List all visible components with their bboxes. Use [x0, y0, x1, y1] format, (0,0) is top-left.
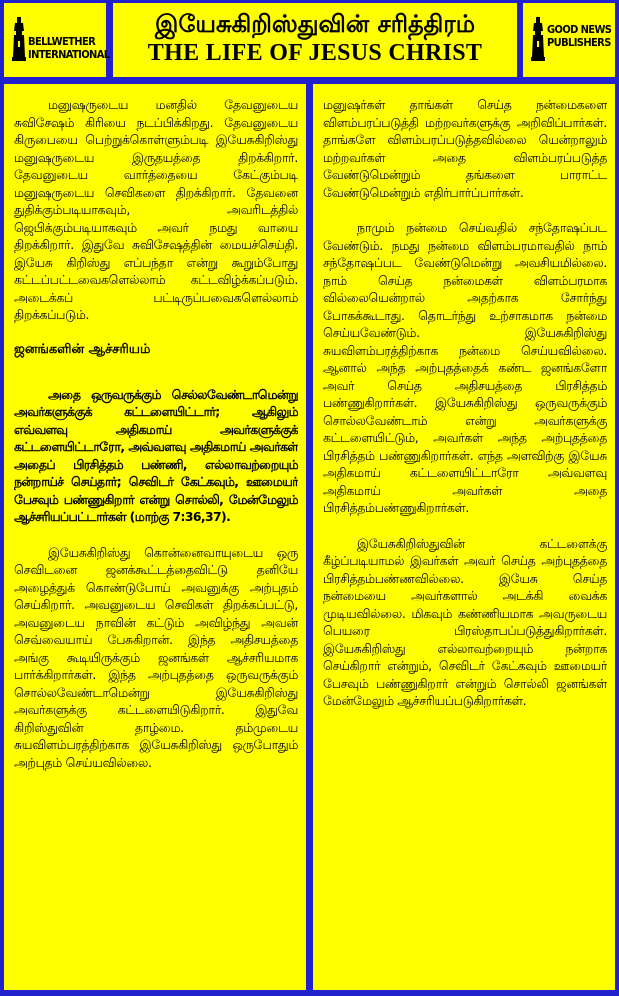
- good-news-logo-box: [523, 3, 615, 77]
- logo-right-line2: PUBLISHERS: [547, 36, 611, 49]
- right-paragraph-3: இயேசுகிறிஸ்துவின் கட்டளைக்கு கீழ்ப்படியாமல் இவர்கள் அவர் செய்த அற்புதத்தை பிரசித்தம்பண்ணவில்லை. இயேசு செய்த நன்மையை அவர்களால் அடக்கி வைக்க முடியவில்லை. மிகவும் கண்ணியமாக அவருடைய பெயரை பிரஸ்தாபப்படுத்துகிறார்கள். இயேசுகிறிஸ்து எல்லாவற்றையும் நன்றாக செய்கிறார் என்றும், செவிடர் கேட்கவும் ஊமையர் பேசவும் பண்ணுகிறார் என்றும் சொல்லி ஜனங்கள் மேன்மேலும் ஆச்சரியப்படுகிறார்கள்.: [323, 535, 607, 708]
- left-column: [4, 84, 306, 990]
- tower-icon: [531, 17, 545, 61]
- title-box: [113, 3, 517, 77]
- right-column: [313, 84, 615, 990]
- scripture-quote: அதை ஒருவருக்கும் செல்லவேண்டாமென்று அவர்களுக்குக் கட்டளையிட்டார்; ஆகிலும் எவ்வளவு அதிகமாய் அவர்களுக்குக் கட்டளையிட்டாரோ, அவ்வளவு அதிகமாய் அவர்கள் அதைப் பிரசித்தம் பண்ணி, எல்லாவற்றையும் நன்றாய்ச் செய்தார்; செவிடர் கேட்கவும், ஊமையர் பேசவும் பண்ணுகிறார் என்று சொல்லி, மேன்மேலும் ஆச்சரியப்பட்டார்கள் (மாற்கு 7:36,37).: [14, 386, 298, 524]
- left-paragraph-3: இயேசுகிறிஸ்து கொன்னைவாயுடைய ஒரு செவிடனை ஜனக்கூட்டத்தைவிட்டு தனியே அழைத்துக் கொண்டுபோய் அவனுக்கு அற்புதம் செய்கிறார். அவனுடைய செவிகள் திறக்கப்பட்டு, அவனுடைய நாவின் கட்டும் அவிழ்ந்து அவன் செவ்வையாய் பேசுகிறான். இந்த அதிசயத்தை அங்கு கூடியிருக்கும் ஜனங்கள் ஆச்சரியமாக பார்க்கிறார்கள். இந்த அற்புதத்தை ஒருவருக்கும் சொல்லவேண்டாமென்று இயேசுகிறிஸ்து அவர்களுக்கு கட்டளையிடுகிறார். இதுவே கிறிஸ்துவின் தாழ்மை. தம்முடைய சுயவிளம்பரத்திற்காக இயேசுகிறிஸ்து ஒருபோதும் அற்புதம் செய்யவில்லை.: [14, 544, 298, 770]
- right-paragraph-1: மனுஷர்கள் தாங்கள் செய்த நன்மைகளை விளம்பரப்படுத்தி மற்றவர்களுக்கு அறிவிப்பார்கள். தாங்களே விளம்பரப்படுத்தவில்லை யென்றாலும் மற்றவர்கள் அதை விளம்பரப்படுத்த வேண்டுமென்றும் தங்களை பாராட்ட வேண்டுமென்றும் எதிர்பார்ப்பார்கள்.: [323, 97, 607, 200]
- left-paragraph-1: மனுஷருடைய மனதில் தேவனுடைய சுவிசேஷம் கிரியை நடப்பிக்கிறது. தேவனுடைய கிருபையை பெற்றுக்கொள்ளும்படி இயேசுகிறிஸ்து மனுஷருடைய இருதயத்தை திறக்கிறார். தேவனுடைய வார்த்தையை கேட்கும்படி மனுஷருடைய செவிகளை திறக்கிறார். தேவனை துதிக்கும்படியாகவும், அவரிடத்தில் ஜெபிக்கும்படியாகவும் அவர் நமது வாயை திறக்கிறார். இதுவே சுவிசேஷத்தின் மையச்செய்தி. இயேசு கிறிஸ்து எப்பந்தா என்று கூறும்போது கட்டப்பட்டவைகளெல்லாம் கட்டவிழ்க்கப்படும். அடைக்கப் பட்டிருப்பவைகளெல்லாம் திறக்கப்படும்.: [14, 97, 298, 322]
- logo-right-line1: GOOD NEWS: [547, 23, 612, 36]
- logo-left-line2: INTERNATIONAL: [28, 48, 110, 61]
- bellwether-logo-box: [4, 3, 110, 77]
- page-title-tamil: இயேசுகிறிஸ்துவின் சரித்திரம்: [154, 10, 476, 38]
- logo-left-line1: BELLWETHER: [28, 35, 96, 48]
- section-heading: ஜனங்களின் ஆச்சரியம்: [14, 341, 151, 357]
- good-news-logo: [529, 17, 619, 67]
- page-title-english: THE LIFE OF JESUS CHRIST: [147, 40, 483, 66]
- tower-icon: [12, 17, 26, 61]
- right-paragraph-2: நாமும் நன்மை செய்வதில் சந்தோஷப்பட வேண்டும். நமது நன்மை விளம்பரமாவதில் நாம் சந்தோஷப்பட வேண்டுமென்று அவசியமில்லை. நாம் செய்த நன்மைகள் விளம்பரமாக வில்லையென்றால் அதற்காக சோர்ந்து போகக்கூடாது. தொடர்ந்து உற்சாகமாக நன்மை செய்யவேண்டும். இயேசுகிறிஸ்து சுயவிளம்பரத்திற்காக நன்மை செய்யவில்லை. ஆனால் அந்த அற்புதத்தைக் கண்ட ஜனங்களோ அவர் செய்த அதிசயத்தை பிரசித்தம் பண்ணுகிறார்கள். இயேசுகிறிஸ்து ஒருவருக்கும் சொல்லவேண்டாம் என்று அவர்களுக்கு கட்டளையிட்டும், அவர்கள் அந்த அற்புதத்தை பிரசித்தம் பண்ணுகிறார்கள். எந்த அளவிற்கு இயேசு அதிகமாய் கட்டளையிட்டாரோ அவ்வளவு அதிகமாய் அவர்கள் அதை பிரசித்தம்பண்ணுகிறார்கள்.: [323, 220, 607, 515]
- bellwether-logo: [10, 17, 110, 67]
